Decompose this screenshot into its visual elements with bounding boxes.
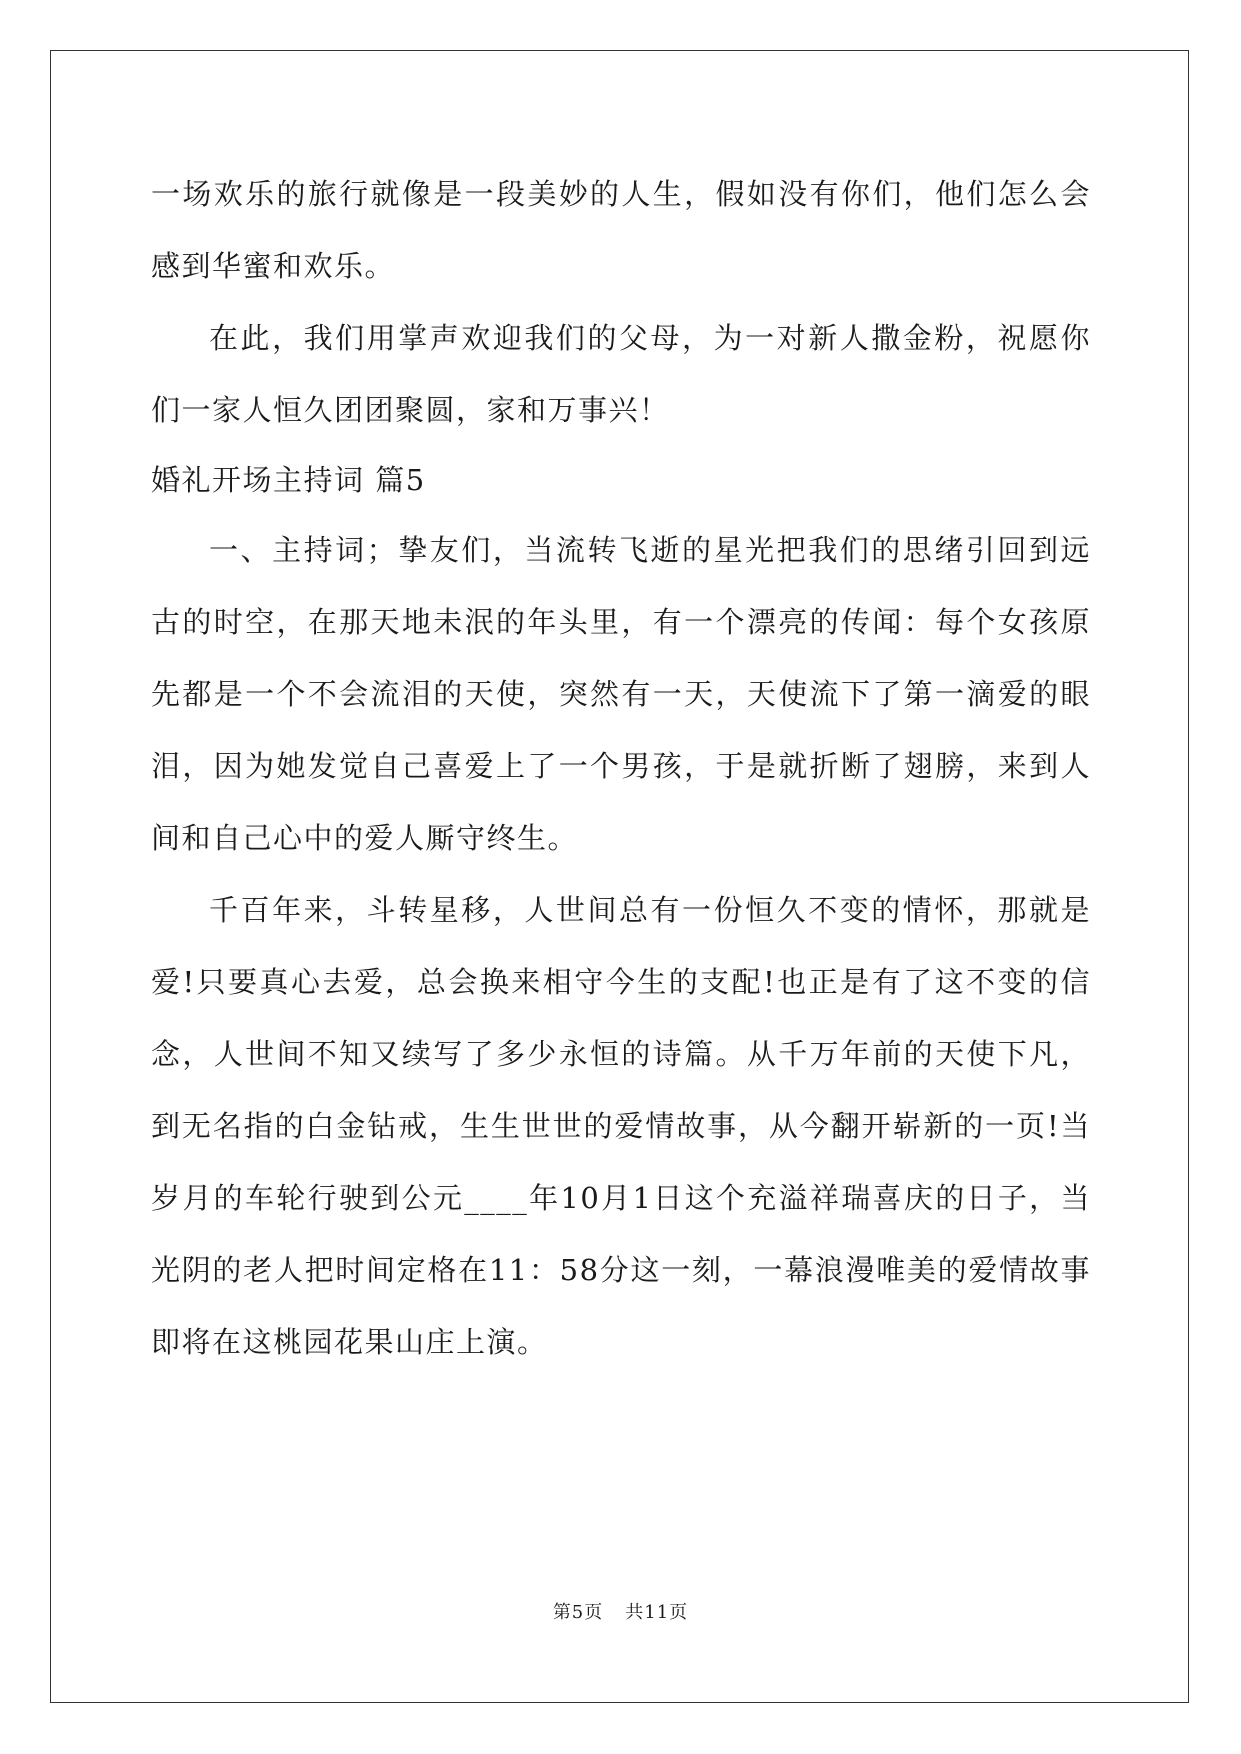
paragraph-2: 在此，我们用掌声欢迎我们的父母，为一对新人撒金粉，祝愿你们一家人恒久团团聚圆，家和万事兴！: [151, 321, 1091, 427]
document-body: [151, 158, 1091, 1378]
section-heading: 婚礼开场主持词 篇5: [151, 463, 426, 497]
page-footer: [0, 1598, 1241, 1624]
page-total: 共11页: [625, 1602, 689, 1623]
paragraph-3: 一、主持词；挚友们，当流转飞逝的星光把我们的思绪引回到远古的时空，在那天地未泯的年头里，有一个漂亮的传闻：每个女孩原先都是一个不会流泪的天使，突然有一天，天使流下了第一滴爱的眼泪，因为她发觉自己喜爱上了一个男孩，于是就折断了翅膀，来到人间和自己心中的爱人厮守终生。: [151, 533, 1091, 855]
paragraph-1: 一场欢乐的旅行就像是一段美妙的人生，假如没有你们，他们怎么会感到华蜜和欢乐。: [151, 177, 1091, 283]
page-number: 第5页: [552, 1602, 604, 1623]
paragraph-4: 千百年来，斗转星移，人世间总有一份恒久不变的情怀，那就是爱!只要真心去爱，总会换来相守今生的支配!也正是有了这不变的信念，人世间不知又续写了多少永恒的诗篇。从千万年前的天使下凡，到无名指的白金钻戒，生生世世的爱情故事，从今翻开崭新的一页!当岁月的车轮行驶到公元____年10月1日这个充溢祥瑞喜庆的日子，当光阴的老人把时间定格在11：58分这一刻，一幕浪漫唯美的爱情故事即将在这桃园花果山庄上演。: [151, 893, 1091, 1359]
